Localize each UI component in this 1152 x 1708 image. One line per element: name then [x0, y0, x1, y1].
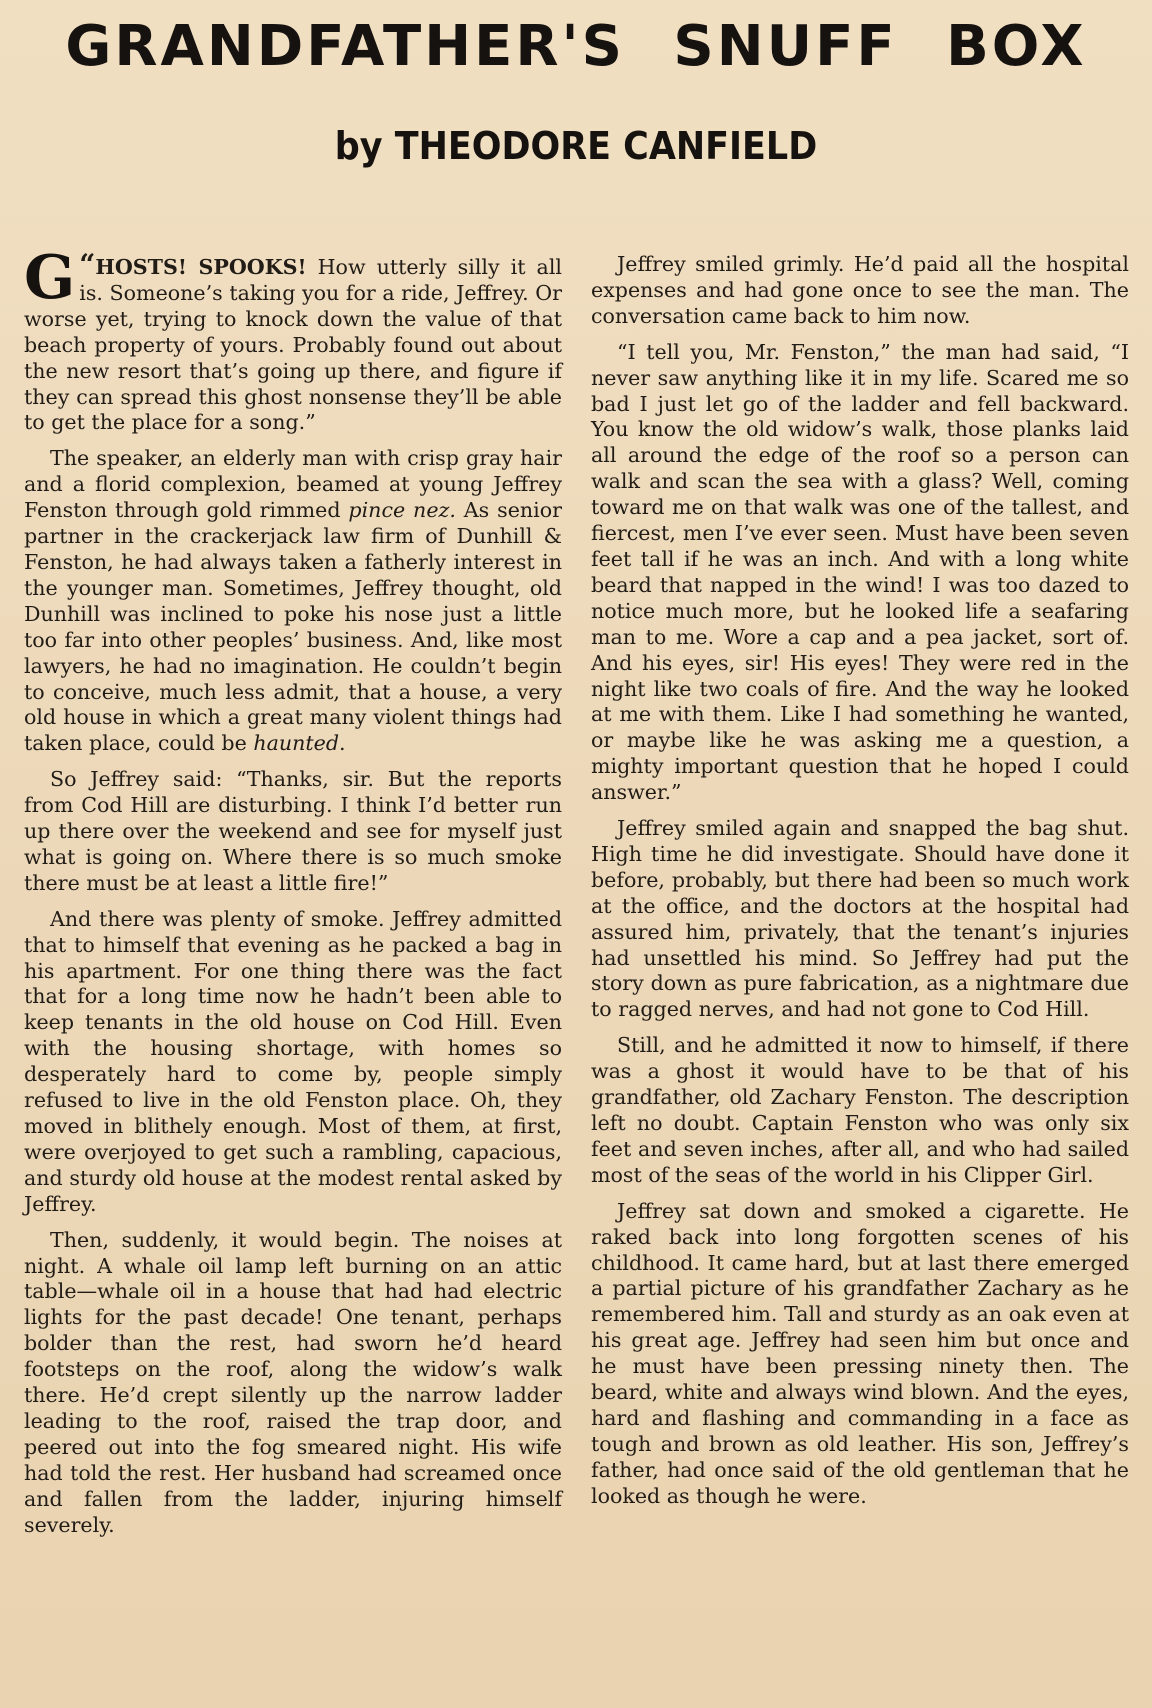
left-column [24, 243, 562, 1549]
paragraph [24, 446, 562, 757]
paragraph-text: How utterly silly it all is. Someone’s taking you for a ride, Jeffrey. Or worse yet, trying to knock down the value of that beach property of yours. Probably found out about the new resort that’s going up there, and figure if they can spread this ghost nonsense they’ll be able to get the place for a song.” [24, 255, 562, 435]
italic-text: pince nez. [348, 498, 456, 523]
opening-quote-mark: “ [79, 248, 96, 281]
paragraph: And there was plenty of smoke. Jeffrey admitted that to himself that evening as he packed a bag in his apartment. For one thing there was the fact that for a long time now he hadn’t been able to keep tenants in the old house on Cod Hill. Even with the housing shortage, with homes so desperately hard to come by, people simply refused to live in the old Fenston place. Oh, they moved in blithely enough. Most of them, at first, were overjoyed to get such a rambling, capacious, and sturdy old house at the modest rental asked by Jeffrey. [24, 906, 562, 1216]
paragraph-text: The speaker, an elderly man with crisp gray hair and a florid complexion, beamed at young Jeffrey Fenston through gold rimmed [24, 446, 562, 523]
paragraph: Then, suddenly, it would begin. The noises at night. A whale oil lamp left burning on an attic table—whale oil in a house that had had electric lights for the past decade! One tenant, perhaps bolder than the rest, had sworn he’d heard footsteps on the roof, along the widow’s walk there. He’d crept silently up the narrow ladder leading to the roof, raised the trap door, and peered out into the fog smeared night. His wife had told the rest. Her husband had screamed once and fallen from the ladder, injuring himself severely. [24, 1227, 562, 1537]
paragraph: So Jeffrey said: “Thanks, sir. But the reports from Cod Hill are disturbing. I think I’d better run up there over the weekend and see for myself just what is going on. Where there is so much smoke there must be at least a little fire!” [24, 767, 562, 895]
paragraph: Jeffrey smiled again and snapped the bag shut. High time he did investigate. Should have done it before, probably, but there had been so much work at the office, and the doctors at the hospital had assured him, privately, that the tenant’s injuries had unsettled his mind. So Jeffrey had put the story down as pure fabrication, as a nightmare due to ragged nerves, and had not gone to Cod Hill. [591, 816, 1129, 1022]
paragraph [24, 243, 562, 436]
italic-text: haunted [253, 731, 340, 756]
paragraph: “I tell you, Mr. Fenston,” the man had said, “I never saw anything like it in my life. Scared me so bad I just let go of the ladder and fell backward. You know the old widow’s walk, those planks laid all around the edge of the roof so a person can walk and scan the sea with a glass? Well, coming toward me on that walk was one of the tallest, and fiercest, men I’ve ever seen. Must have been seven feet tall if he was an inch. And with a long white beard that napped in the wind! I was too dazed to notice much more, but he looked life a seafaring man to me. Wore a cap and a pea jacket, sort of. And his eyes, sir! His eyes! They were red in the night like two coals of fire. And the way he looked at me with them. Like I had something he wanted, or maybe like he was asking me a question, a mighty important question that he hoped I could answer.” [591, 339, 1129, 805]
paragraph: Still, and he admitted it now to himself, if there was a ghost it would have to be that of his grandfather, old Zachary Fenston. The description left no doubt. Captain Fenston who was only six feet and seven inches, after all, and who had sailed most of the seas of the world in his Clipper Girl. [591, 1033, 1129, 1187]
right-column [591, 252, 1129, 1520]
paragraph-text: . [339, 731, 346, 756]
story-title: GRANDFATHER'S SNUFF BOX [65, 14, 1087, 79]
paragraph: Jeffrey smiled grimly. He’d paid all the hospital expenses and had gone once to see the man. The conversation came back to him now. [591, 252, 1129, 328]
paragraph: Jeffrey sat down and smoked a cigarette. He raked back into long forgotten scenes of his childhood. It came hard, but at last there emerged a partial picture of his grandfather Zachary as he remembered him. Tall and sturdy as an oak even at his great age. Jeffrey had seen him but once and he must have been pressing ninety then. The beard, white and always wind blown. And the eyes, hard and flashing and commanding in a face as tough and brown as old leather. His son, Jeffrey’s father, had once said of the old gentleman that he looked as though he were. [591, 1198, 1129, 1508]
drop-cap: G [24, 243, 76, 313]
story-byline: by THEODORE CANFIELD [334, 124, 818, 168]
paragraph-text: As senior partner in the crackerjack law firm of Dunhill & Fenston, he had always taken a fatherly interest in the younger man. Sometimes, Jeffrey thought, old Dunhill was inclined to poke his nose just a little too far into other peoples’ business. And, like most lawyers, he had no imagination. He couldn’t begin to conceive, much less admit, that a house, a very old house in which a great many violent things had taken place, could be [24, 498, 562, 756]
lead-in-text: HOSTS! SPOOKS! [95, 255, 307, 279]
